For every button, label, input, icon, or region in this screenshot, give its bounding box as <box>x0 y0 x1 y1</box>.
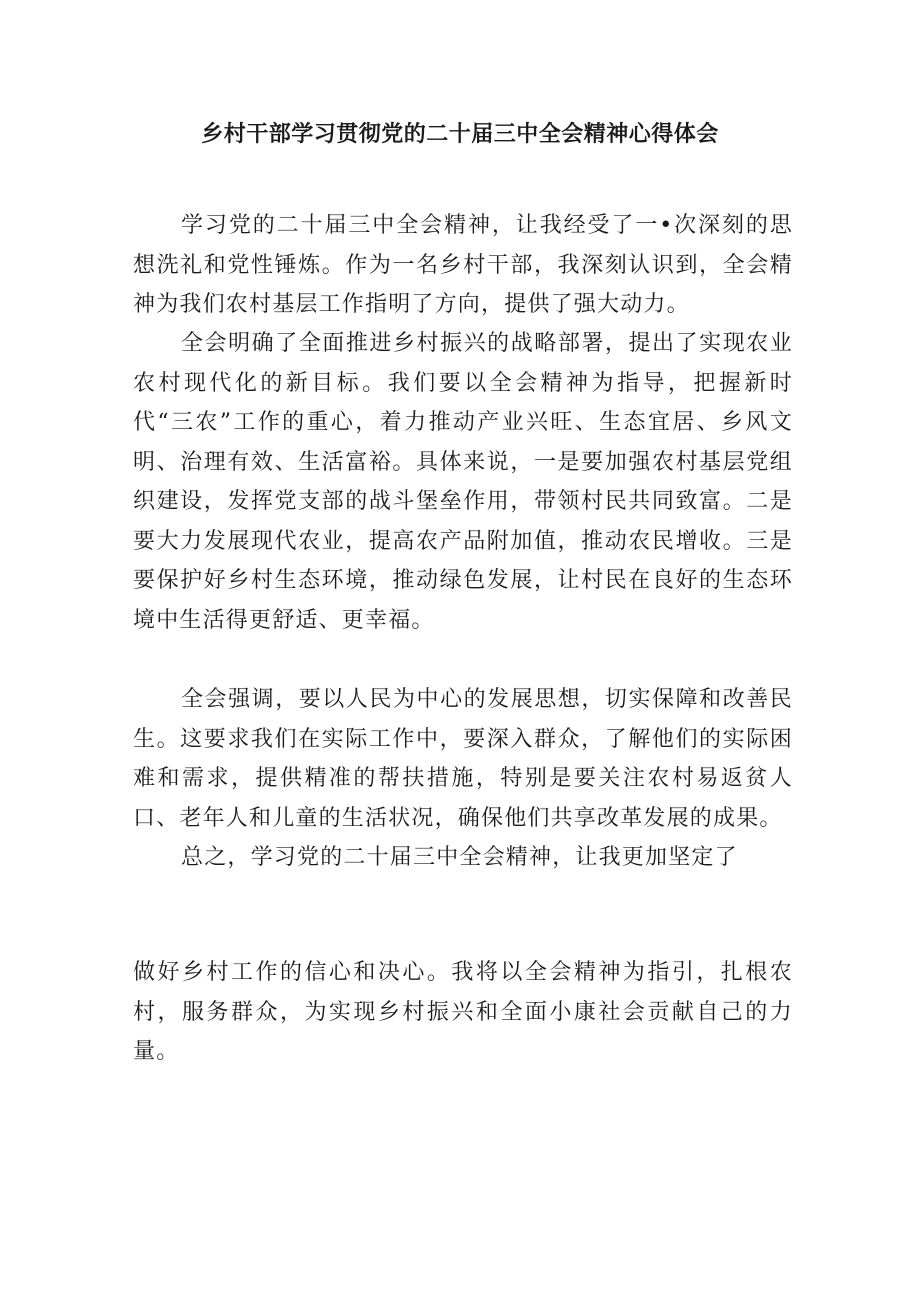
paragraph-4: 总之，学习党的二十届三中全会精神，让我更加坚定了 <box>181 845 738 870</box>
page-title: 乡村干部学习贯彻党的二十届三中全会精神心得体会 <box>201 122 719 147</box>
paragraph-5-continuation: 做好乡村工作的信心和决心。我将以全会精神为指引，扎根农村，服务群众，为实现乡村振兴和全面小康社会贡献自己的力量。 <box>133 960 793 1064</box>
paragraph-1: 学习党的二十届三中全会精神，让我经受了一•次深刻的思想洗礼和党性锤炼。作为一名乡村干部，我深刻认识到，全会精神为我们农村基层工作指明了方向，提供了强大动力。 <box>133 213 793 317</box>
paragraph-2: 全会明确了全面推进乡村振兴的战略部署，提出了实现农业农村现代化的新目标。我们要以全会精神为指导，把握新时代“三农”工作的重心，着力推动产业兴旺、生态宜居、乡风文明、治理有效、生活富裕。具体来说，一是要加强农村基层党组织建设，发挥党支部的战斗堡垒作用，带领村民共同致富。二是要大力发展现代农业，提高农产品附加值，推动农民增收。三是要保护好乡村生态环境，推动绿色发展，让村民在良好的生态环境中生活得更舒适、更幸福。 <box>133 331 793 633</box>
paragraph-3: 全会强调，要以人民为中心的发展思想，切实保障和改善民生。这要求我们在实际工作中，要深入群众，了解他们的实际困难和需求，提供精准的帮扶措施，特别是要关注农村易返贫人口、老年人和儿童的生活状况，确保他们共享改革发展的成果。 <box>133 687 793 831</box>
